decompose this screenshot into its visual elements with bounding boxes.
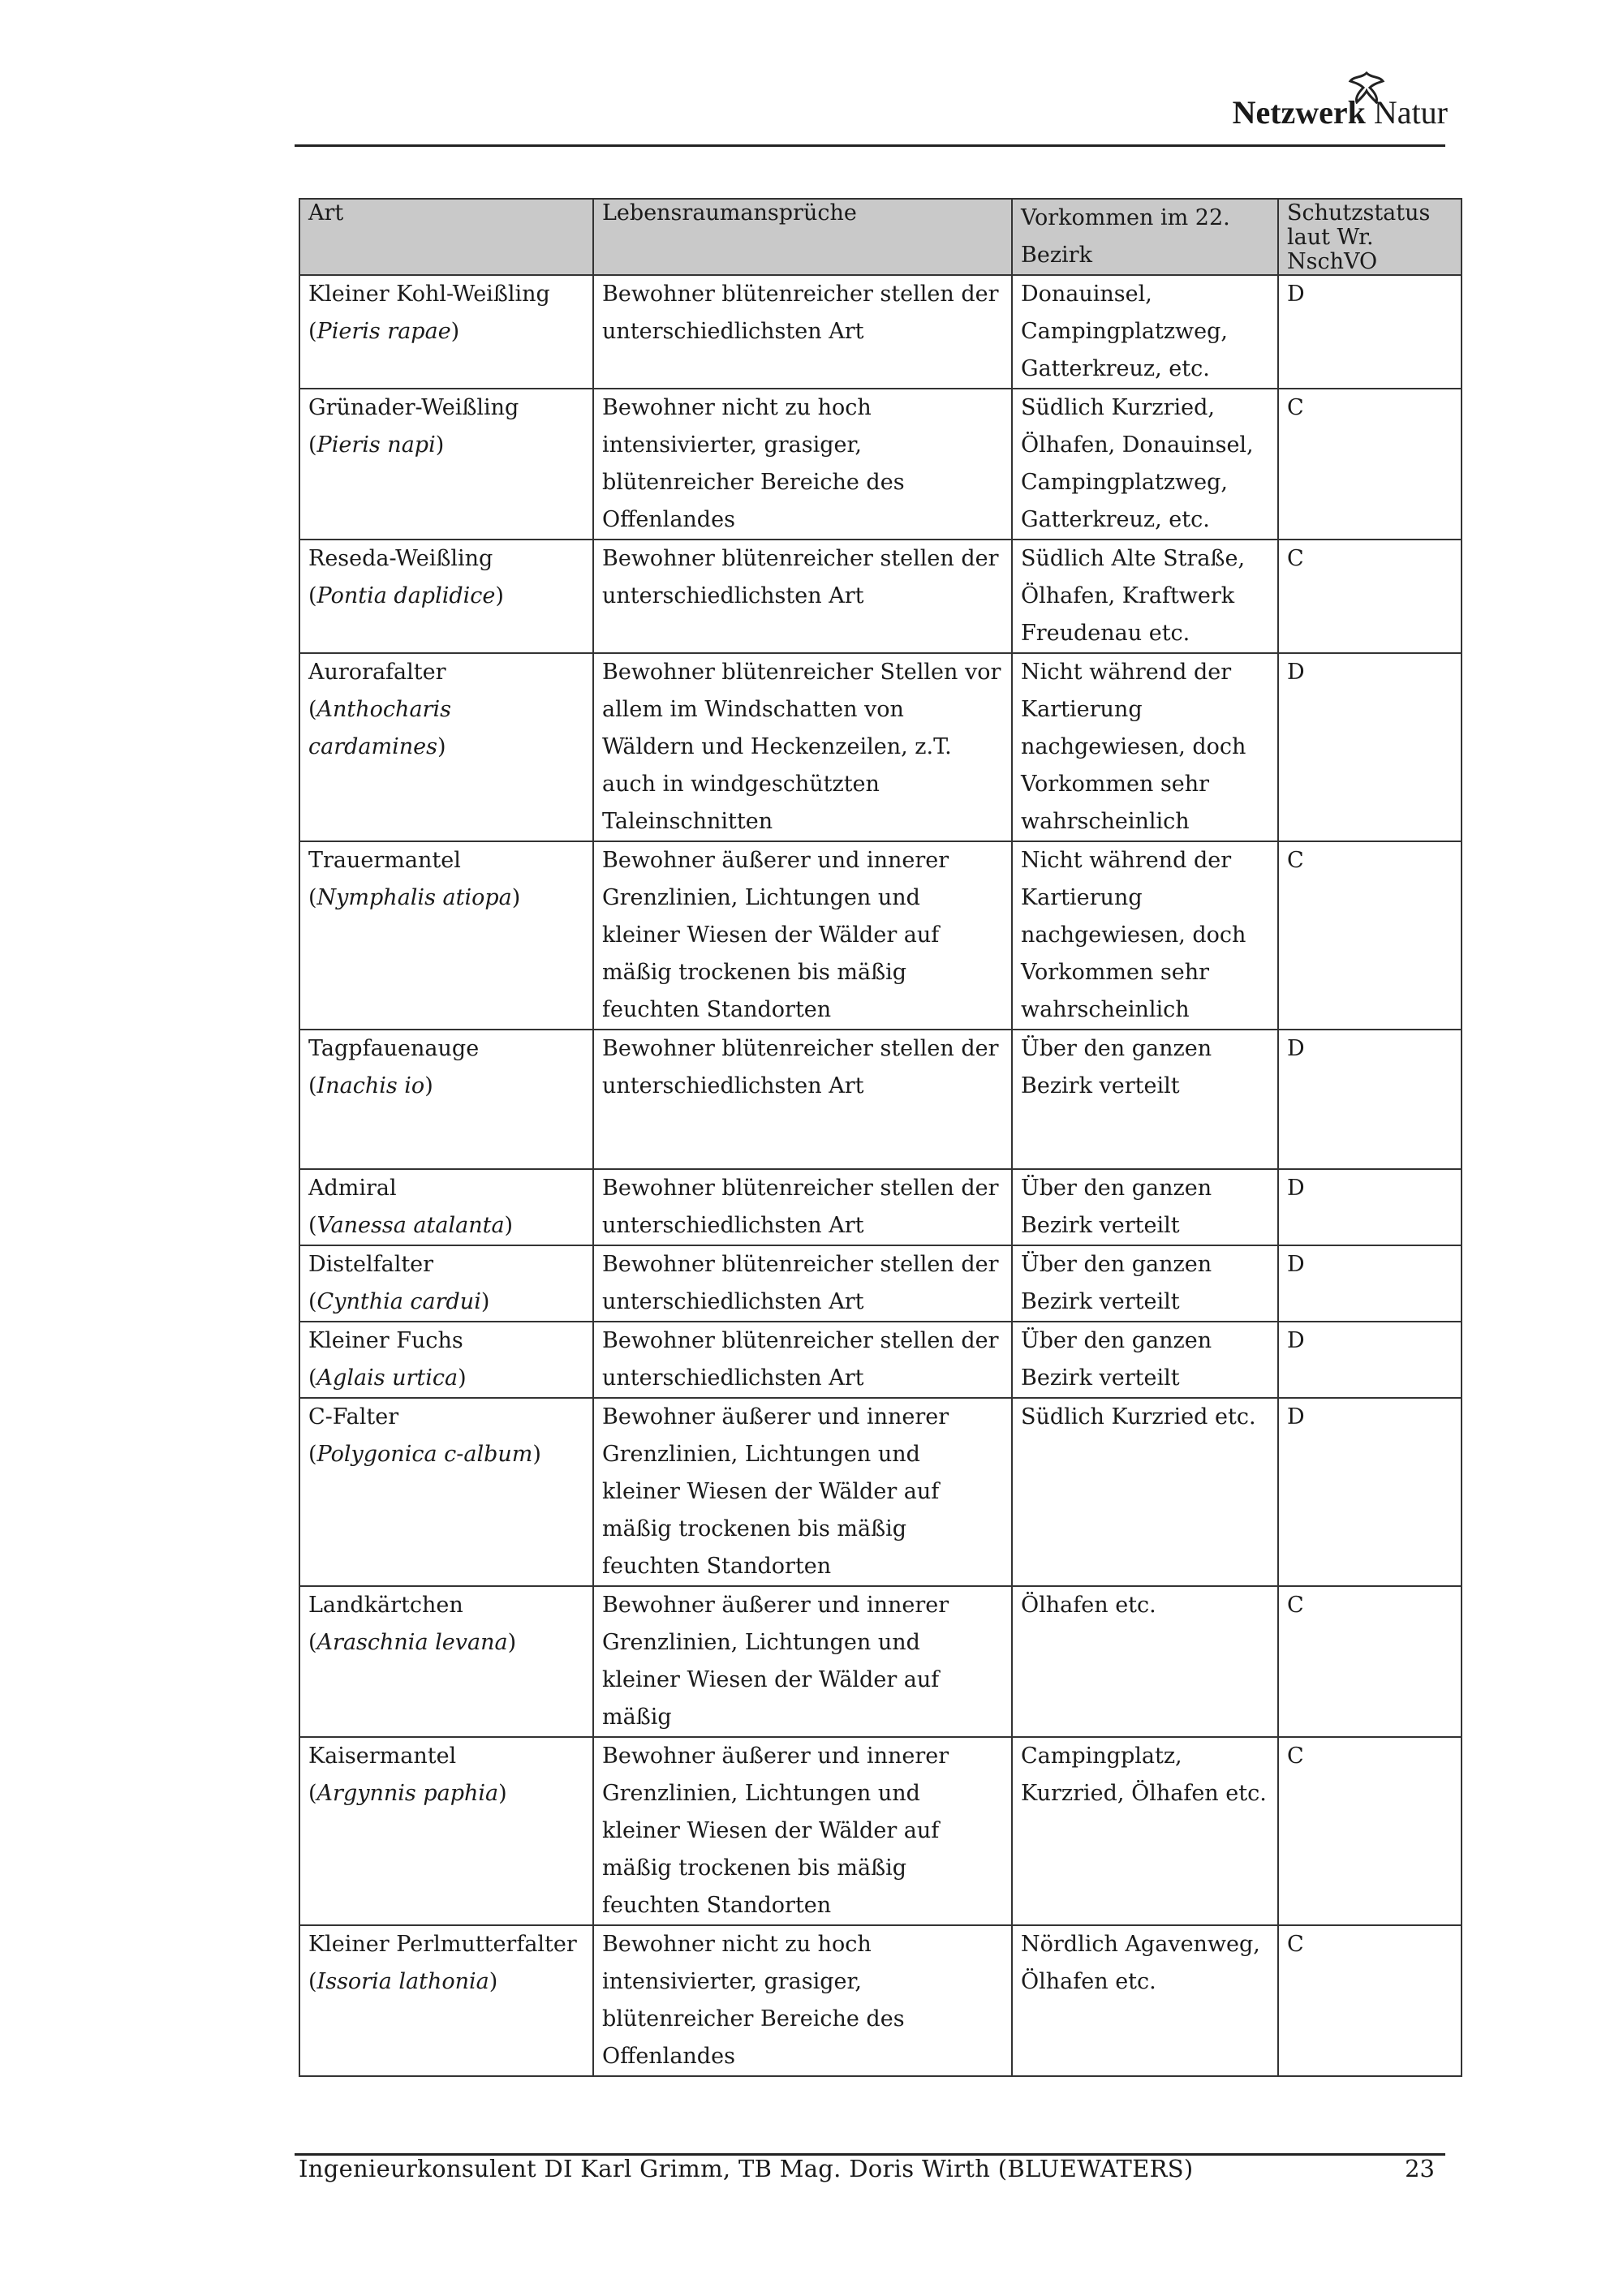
header-rule — [295, 144, 1445, 147]
scientific-name-italic: Vanessa atalanta — [316, 1213, 505, 1238]
species-cell — [299, 389, 593, 540]
col-header-habitat: Lebensraumansprüche — [593, 199, 1012, 275]
scientific-name-italic: Pieris napi — [316, 432, 436, 458]
scientific-name-italic: Aglais urtica — [316, 1365, 458, 1391]
table-row — [299, 1030, 1462, 1169]
species-scientific-name: (Issoria lathonia) — [308, 1969, 498, 1994]
occurrence-cell: Nicht während der Kartierung nachgewiesen, doch Vorkommen sehr wahrscheinlich — [1012, 841, 1278, 1030]
footer-text: Ingenieurkonsulent DI Karl Grimm, TB Mag. Doris Wirth (BLUEWATERS) — [299, 2155, 1194, 2182]
table-row — [299, 1925, 1462, 2076]
occurrence-cell: Südlich Kurzried etc. — [1012, 1398, 1278, 1586]
species-scientific-name: (Pieris napi) — [308, 432, 445, 458]
habitat-cell: Bewohner nicht zu hoch intensivierter, grasiger, blütenreicher Bereiche des Offenlandes — [593, 389, 1012, 540]
species-common-name: Kaisermantel — [308, 1743, 457, 1769]
species-common-name: Kleiner Perlmutterfalter — [308, 1932, 577, 1957]
species-scientific-name: (Araschnia levana) — [308, 1630, 517, 1655]
occurrence-cell: Über den ganzen Bezirk verteilt — [1012, 1322, 1278, 1398]
table-row — [299, 540, 1462, 653]
scientific-name-italic: Inachis io — [316, 1073, 425, 1099]
table-row — [299, 1245, 1462, 1322]
habitat-cell: Bewohner blütenreicher stellen der unterschiedlichsten Art — [593, 540, 1012, 653]
habitat-cell: Bewohner blütenreicher Stellen vor allem im Windschatten von Wäldern und Heckenzeilen, z.T. auch in windgeschützten Taleinschnitten — [593, 653, 1012, 841]
table-row — [299, 1398, 1462, 1586]
species-common-name: Kleiner Kohl-Weißling — [308, 282, 550, 307]
species-common-name: Distelfalter — [308, 1252, 434, 1277]
species-scientific-name: (Argynnis paphia) — [308, 1781, 507, 1806]
species-common-name: Kleiner Fuchs — [308, 1328, 463, 1353]
occurrence-cell: Über den ganzen Bezirk verteilt — [1012, 1169, 1278, 1245]
scientific-name-italic: Pieris rapae — [316, 319, 451, 344]
species-cell — [299, 1925, 593, 2076]
page-number: 23 — [1405, 2155, 1435, 2182]
habitat-cell: Bewohner blütenreicher stellen der unterschiedlichsten Art — [593, 1030, 1012, 1169]
table-row — [299, 275, 1462, 389]
table-row — [299, 1586, 1462, 1737]
logo-bold: Netzwerk — [1232, 94, 1366, 131]
col-header-status: Schutzstatus laut Wr. NschVO — [1278, 199, 1462, 275]
occurrence-cell: Ölhafen etc. — [1012, 1586, 1278, 1737]
species-common-name: Aurorafalter — [308, 660, 446, 685]
scientific-name-italic: Araschnia levana — [316, 1630, 508, 1655]
species-scientific-name: (Pieris rapae) — [308, 319, 460, 344]
occurrence-cell: Südlich Kurzried, Ölhafen, Donauinsel, Campingplatzweg, Gatterkreuz, etc. — [1012, 389, 1278, 540]
species-common-name: Admiral — [308, 1176, 397, 1201]
status-cell: D — [1278, 1245, 1462, 1322]
status-cell: C — [1278, 389, 1462, 540]
species-scientific-name: (Anthocharis cardamines) — [308, 697, 451, 759]
species-cell — [299, 653, 593, 841]
table-row — [299, 1737, 1462, 1925]
species-scientific-name: (Polygonica c-album) — [308, 1442, 541, 1467]
logo-text — [1233, 93, 1448, 131]
species-cell — [299, 1322, 593, 1398]
species-cell — [299, 1737, 593, 1925]
species-scientific-name: (Aglais urtica) — [308, 1365, 467, 1391]
occurrence-cell: Über den ganzen Bezirk verteilt — [1012, 1245, 1278, 1322]
scientific-name-italic: Argynnis paphia — [316, 1781, 499, 1806]
col-header-art: Art — [299, 199, 593, 275]
occurrence-cell: Campingplatz, Kurzried, Ölhafen etc. — [1012, 1737, 1278, 1925]
col-header-occurrence: Vorkommen im 22. Bezirk — [1012, 199, 1278, 275]
table-row — [299, 389, 1462, 540]
scientific-name-italic: Anthocharis cardamines — [308, 697, 451, 759]
species-cell — [299, 1245, 593, 1322]
status-cell: D — [1278, 1169, 1462, 1245]
species-common-name: Grünader-Weißling — [308, 395, 519, 420]
species-cell — [299, 1169, 593, 1245]
habitat-cell: Bewohner äußerer und innerer Grenzlinien, Lichtungen und kleiner Wiesen der Wälder auf mäßig trockenen bis mäßig feuchten Standorten — [593, 1398, 1012, 1586]
table-row — [299, 841, 1462, 1030]
habitat-cell: Bewohner äußerer und innerer Grenzlinien, Lichtungen und kleiner Wiesen der Wälder auf mäßig — [593, 1586, 1012, 1737]
scientific-name-italic: Issoria lathonia — [316, 1969, 489, 1994]
species-cell — [299, 1586, 593, 1737]
scientific-name-italic: Polygonica c-album — [316, 1442, 533, 1467]
habitat-cell: Bewohner blütenreicher stellen der unterschiedlichsten Art — [593, 1322, 1012, 1398]
species-scientific-name: (Cynthia cardui) — [308, 1289, 490, 1314]
species-cell — [299, 1030, 593, 1169]
logo-regular: Natur — [1365, 94, 1448, 131]
species-scientific-name: (Vanessa atalanta) — [308, 1213, 514, 1238]
species-common-name: Reseda-Weißling — [308, 546, 493, 571]
species-common-name: Tagpfauenauge — [308, 1036, 480, 1061]
scientific-name-italic: Pontia daplidice — [316, 583, 496, 608]
species-scientific-name: (Inachis io) — [308, 1073, 433, 1099]
species-common-name: Trauermantel — [308, 848, 461, 873]
status-cell: D — [1278, 1322, 1462, 1398]
table-row — [299, 653, 1462, 841]
status-cell: C — [1278, 1586, 1462, 1737]
species-cell — [299, 1398, 593, 1586]
habitat-cell: Bewohner blütenreicher stellen der unterschiedlichsten Art — [593, 1245, 1012, 1322]
occurrence-cell: Südlich Alte Straße, Ölhafen, Kraftwerk Freudenau etc. — [1012, 540, 1278, 653]
status-cell: D — [1278, 653, 1462, 841]
scientific-name-italic: Cynthia cardui — [316, 1289, 481, 1314]
status-cell: D — [1278, 275, 1462, 389]
table-body — [299, 275, 1462, 2076]
species-cell — [299, 841, 593, 1030]
habitat-cell: Bewohner äußerer und innerer Grenzlinien, Lichtungen und kleiner Wiesen der Wälder auf mäßig trockenen bis mäßig feuchten Standorten — [593, 841, 1012, 1030]
scientific-name-italic: Nymphalis atiopa — [316, 885, 512, 910]
species-cell — [299, 540, 593, 653]
netzwerk-natur-logo — [1180, 70, 1448, 135]
habitat-cell: Bewohner äußerer und innerer Grenzlinien, Lichtungen und kleiner Wiesen der Wälder auf mäßig trockenen bis mäßig feuchten Standorten — [593, 1737, 1012, 1925]
status-cell: C — [1278, 841, 1462, 1030]
species-common-name: Landkärtchen — [308, 1593, 463, 1618]
table-header-row — [299, 199, 1462, 275]
occurrence-cell: Über den ganzen Bezirk verteilt — [1012, 1030, 1278, 1169]
habitat-cell: Bewohner nicht zu hoch intensivierter, grasiger, blütenreicher Bereiche des Offenlandes — [593, 1925, 1012, 2076]
species-scientific-name: (Pontia daplidice) — [308, 583, 504, 608]
species-common-name: C-Falter — [308, 1404, 399, 1430]
status-cell: D — [1278, 1398, 1462, 1586]
habitat-cell: Bewohner blütenreicher stellen der unterschiedlichsten Art — [593, 1169, 1012, 1245]
occurrence-cell: Nicht während der Kartierung nachgewiesen, doch Vorkommen sehr wahrscheinlich — [1012, 653, 1278, 841]
habitat-cell: Bewohner blütenreicher stellen der unterschiedlichsten Art — [593, 275, 1012, 389]
species-table — [299, 198, 1462, 2077]
table-row — [299, 1169, 1462, 1245]
occurrence-cell: Nördlich Agavenweg, Ölhafen etc. — [1012, 1925, 1278, 2076]
status-cell: C — [1278, 1925, 1462, 2076]
status-cell: C — [1278, 1737, 1462, 1925]
status-cell: C — [1278, 540, 1462, 653]
species-cell — [299, 275, 593, 389]
status-cell: D — [1278, 1030, 1462, 1169]
table-row — [299, 1322, 1462, 1398]
occurrence-cell: Donauinsel, Campingplatzweg, Gatterkreuz, etc. — [1012, 275, 1278, 389]
species-scientific-name: (Nymphalis atiopa) — [308, 885, 521, 910]
